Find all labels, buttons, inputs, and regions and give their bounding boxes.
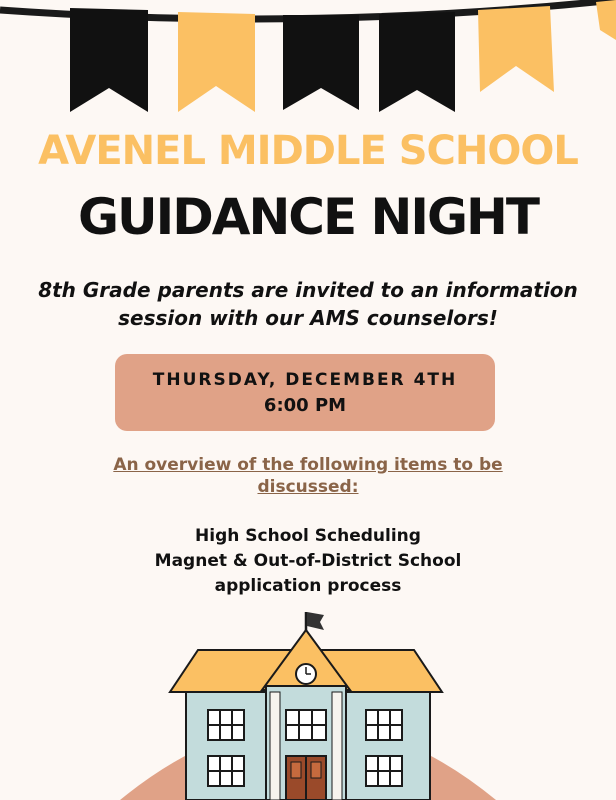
event-title: GUIDANCE NIGHT [78,188,538,246]
agenda-item: High School Scheduling [195,526,421,546]
date-time-box [115,354,495,431]
pennant-yellow-2 [478,6,554,92]
school-building-icon [0,606,616,800]
pennant-yellow-1 [178,12,255,112]
pennant-yellow-edge [596,0,616,40]
pennant-bunting-icon [0,0,616,120]
agenda-heading: An overview of the following items to be discussed: [113,455,503,497]
event-time: 6:00 PM [263,395,347,416]
window-grid-center [286,710,326,740]
agenda-item: application process [214,576,402,596]
pennant-black-2 [283,15,359,110]
school-name: AVENEL MIDDLE SCHOOL [38,128,578,174]
pennant-black-1 [70,8,148,112]
agenda-item: Magnet & Out-of-District School [154,551,462,571]
invitation-text: 8th Grade parents are invited to an information session with our AMS counselors! [38,278,578,330]
event-date: THURSDAY, DECEMBER 4TH [152,370,458,390]
agenda-list [60,524,556,599]
flag-icon [307,612,324,630]
pennant-black-3 [379,12,455,112]
